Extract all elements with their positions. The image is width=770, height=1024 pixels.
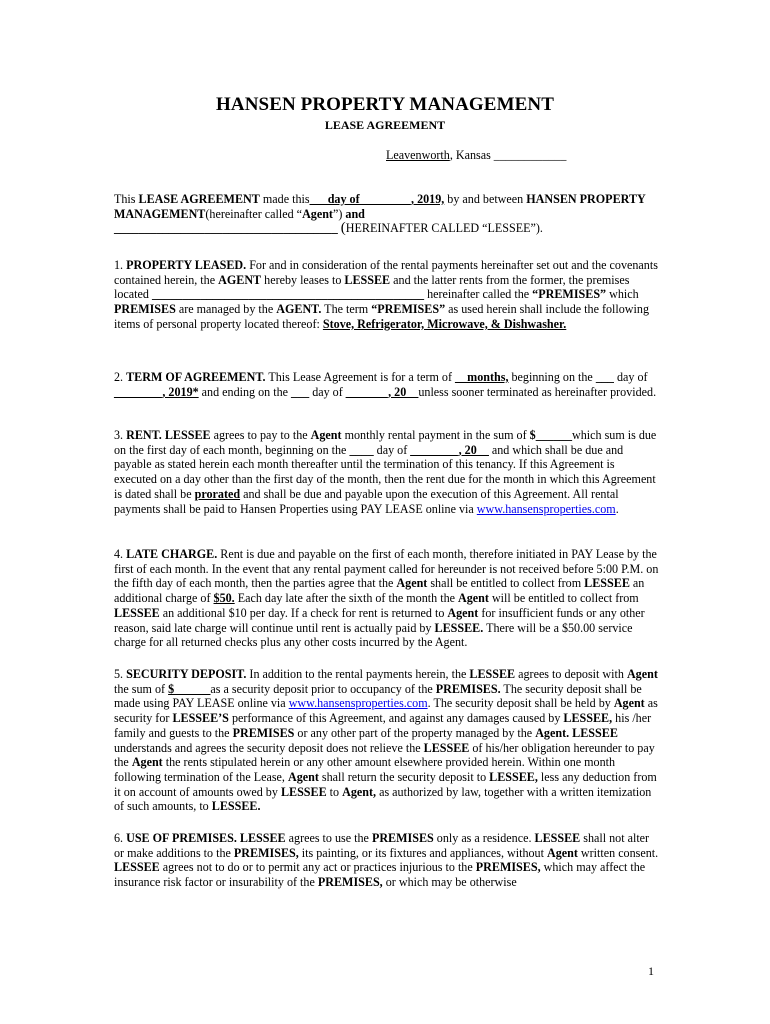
section-bold: “PREMISES”	[371, 302, 446, 317]
section-heading: LATE CHARGE.	[126, 547, 218, 561]
intro-text: This	[114, 192, 139, 206]
section-bold: PREMISES,	[317, 875, 383, 890]
hansens-properties-link[interactable]: www.hansensproperties.com	[476, 501, 616, 516]
premises-address-blank: _____________________________________________	[151, 287, 425, 302]
section-text: for insufficient funds or any other reason, said late charge will continue until rent is actually paid by	[114, 605, 645, 635]
section-text: shall return the security deposit to	[318, 769, 490, 784]
location-line	[386, 148, 566, 163]
day-blank: ___	[595, 370, 614, 384]
intro-bold-lease: LEASE AGREEMENT	[138, 192, 260, 206]
intro-text: (hereinafter called “	[205, 206, 303, 221]
section-number: 1.	[114, 258, 127, 272]
document-subtitle: LEASE AGREEMENT	[324, 118, 446, 132]
section-text: day of	[613, 370, 648, 384]
section-text: and shall be due and payable upon the execution of this Agreement. All rental payments shall be paid to Hansen Properties using PAY LEASE online via	[114, 486, 619, 516]
intro-text: ”)	[332, 206, 346, 221]
page-number: 1	[648, 964, 654, 978]
section-text: which may affect the insurance risk factor or insurability of the	[114, 860, 646, 890]
section-bold: LESSEE	[280, 784, 327, 799]
section-bold: LESSEE	[572, 725, 618, 740]
section-text: In addition to the rental payments herein, the	[246, 667, 470, 681]
section-text: which	[606, 287, 639, 302]
section-heading: RENT.	[126, 428, 162, 442]
section-text: beginning on the	[508, 370, 596, 384]
section-bold: LESSEE	[114, 860, 160, 875]
section-text: will be entitled to collect from	[488, 591, 639, 606]
section-bold: LESSEE	[423, 740, 470, 755]
section-bold: LESSEE’S	[172, 711, 229, 726]
hansens-properties-link[interactable]: www.hansensproperties.com	[288, 696, 428, 711]
start-date-blank: ________, 2019*	[114, 384, 199, 399]
location-state: , Kansas _	[449, 148, 500, 162]
section-bold: Agent	[458, 591, 489, 606]
section-bold: Agent	[447, 605, 479, 620]
section-text: The term	[321, 302, 372, 317]
section-bold: LESSEE	[344, 272, 391, 287]
section-term	[114, 370, 660, 399]
section-bold: Agent	[626, 667, 658, 681]
section-text: an additional $10 per day. If a check for rent is returned to	[159, 605, 448, 620]
intro-text: made this	[259, 192, 310, 206]
section-text: as security for	[114, 696, 658, 726]
section-text: Each day late after the sixth of the month the	[234, 591, 459, 606]
section-property-leased	[114, 258, 660, 332]
rent-start-blank: ________, 20__	[410, 442, 489, 457]
appliance-list: Stove, Refrigerator, Microwave, & Dishwasher.	[322, 316, 567, 331]
section-text: or which may be otherwise	[382, 875, 517, 890]
section-text: day of	[373, 442, 411, 457]
rent-amount-blank: $______	[529, 428, 572, 442]
section-bold: LESSEE	[469, 667, 516, 681]
section-bold: Agent	[613, 696, 645, 711]
section-text: shall be entitled to collect from	[427, 576, 585, 591]
section-text: . The security deposit shall be held by	[427, 696, 614, 711]
intro-date-blank: ___day of ________, 2019,	[309, 192, 445, 206]
section-bold: PREMISES	[371, 831, 434, 845]
intro-text: by and between	[444, 192, 527, 206]
section-bold: LESSEE.	[434, 620, 484, 635]
day-blank: ____	[349, 442, 374, 457]
section-heading: SECURITY DEPOSIT.	[126, 667, 247, 681]
intro-paragraph	[114, 192, 660, 236]
intro-and: and	[345, 206, 365, 221]
section-bold: AGENT	[218, 272, 262, 287]
section-text: agrees not to do or to permit any act or practices injurious to the	[159, 860, 476, 875]
section-text: agrees to use the	[285, 831, 372, 845]
section-heading: TERM OF AGREEMENT.	[126, 370, 266, 384]
section-bold: PREMISES,	[233, 845, 299, 860]
intro-company: HANSEN PROPERTY MANAGEMENT	[114, 192, 646, 221]
section-text: For and in consideration of the rental payments hereinafter set out and the covenants contained herein, the	[114, 258, 658, 287]
section-text: Rent is due and payable on the first of each month, therefore initiated in PAY Lease by the first of each month. In the event that any rental payment called for hereunder is not received before 5:00 P.M. on the fifth day of each month, then the parties agree that the	[114, 547, 659, 591]
section-bold: PREMISES	[114, 302, 176, 317]
section-bold: “PREMISES”	[532, 287, 607, 302]
section-text: or any other part of the property managed by the	[294, 725, 536, 740]
section-late-charge	[114, 547, 660, 650]
section-text: only as a residence.	[433, 831, 535, 845]
section-text: as a security deposit prior to occupancy of the	[210, 681, 436, 696]
section-text: written consent.	[577, 845, 659, 860]
lessee-name-blank: _____________________________________	[114, 221, 341, 236]
section-number: 5.	[114, 667, 127, 681]
page-title: HANSEN PROPERTY MANAGEMENT	[216, 94, 554, 115]
section-text: to	[326, 784, 343, 799]
prorated-term: prorated	[194, 486, 241, 501]
section-heading: PROPERTY LEASED.	[126, 258, 247, 272]
section-text: are managed by the	[175, 302, 277, 317]
section-security-deposit	[114, 667, 660, 814]
section-bold: LESSEE	[164, 428, 211, 442]
deposit-amount-blank: $______	[168, 681, 211, 696]
section-bold: LESSEE	[584, 576, 630, 591]
section-bold: PREMISES.	[435, 681, 501, 696]
section-heading: USE OF PREMISES.	[126, 831, 237, 845]
section-bold: PREMISES,	[475, 860, 541, 875]
section-bold: LESSEE	[114, 605, 160, 620]
section-rent	[114, 428, 660, 516]
section-number: 3.	[114, 428, 127, 442]
section-text: unless sooner terminated as hereinafter provided.	[418, 384, 657, 399]
end-date-blank: _______, 20__	[345, 384, 419, 399]
section-bold: LESSEE.	[211, 799, 261, 814]
intro-agent: Agent	[302, 206, 333, 221]
months-blank: __months,	[455, 370, 509, 384]
section-text: as authorized by law, together with a written itemization of such amounts, to	[114, 784, 652, 814]
section-text: agrees to pay to the	[210, 428, 311, 442]
section-text: hereinafter called the	[424, 287, 533, 302]
section-text: and ending on the	[198, 384, 292, 399]
section-text: an additional charge of	[114, 576, 645, 606]
intro-paren: (	[340, 220, 346, 237]
section-text: the rents stipulated herein or any other amount elsewhere provided herein. Within one month following termination of the Lease,	[114, 755, 616, 784]
section-text: agrees to deposit with	[515, 667, 627, 681]
section-text: less any deduction from it on account of amounts owed by	[114, 769, 657, 799]
section-bold: LESSEE,	[489, 769, 538, 784]
section-text: This Lease Agreement is for a term of	[265, 370, 456, 384]
section-text: its painting, or its fixtures and appliances, without	[298, 845, 547, 860]
section-text: understands and agrees the security deposit does not relieve the	[114, 740, 424, 755]
section-bold: Agent	[131, 755, 163, 770]
section-text: hereby leases to	[261, 272, 345, 287]
section-text: performance of this Agreement, and against any damages caused by	[228, 711, 564, 726]
section-text: .	[615, 501, 619, 516]
section-bold: Agent.	[535, 725, 570, 740]
section-text: the sum of	[114, 681, 169, 696]
section-text: of his/her obligation hereunder to pay the	[114, 740, 655, 770]
section-text: There will be a $50.00 service charge for all returned checks plus any other costs incurred by the Agent.	[114, 620, 633, 650]
section-bold: LESSEE	[534, 831, 581, 845]
section-use-of-premises	[114, 831, 660, 890]
location-city: Leavenworth	[386, 148, 450, 162]
section-bold: AGENT.	[276, 302, 322, 317]
section-number: 2.	[114, 370, 127, 384]
section-bold: PREMISES	[232, 725, 295, 740]
section-text: as used herein shall include the following items of personal property located thereof:	[114, 302, 649, 331]
section-text: which sum is due on the first day of each month, beginning on the	[114, 428, 657, 457]
intro-lessee-called: HEREINAFTER CALLED “LESSEE”).	[345, 221, 543, 236]
day-blank: ___	[291, 384, 310, 399]
section-text: The security deposit shall be made using PAY LEASE online via	[114, 681, 642, 711]
section-bold: Agent	[287, 769, 319, 784]
section-bold: Agent	[310, 428, 342, 442]
section-text: monthly rental payment in the sum of	[341, 428, 530, 442]
section-bold: Agent	[396, 576, 428, 591]
section-bold: Agent	[546, 845, 578, 860]
section-text: and which shall be due and payable as stated herein each month thereafter until the termination of this tenancy. If this Agreement is executed on a day other than the first day of the month, then the rent due for the month in which this Agreement is dated shall be	[114, 442, 656, 501]
section-text: day of	[309, 384, 346, 399]
section-bold: Agent,	[342, 784, 377, 799]
section-number: 6.	[114, 831, 127, 845]
section-text: his /her family and guests to the	[114, 711, 652, 740]
section-text: and the latter rents from the former, the premises located	[114, 272, 630, 302]
section-bold: LESSEE	[239, 831, 286, 845]
section-text: shall not alter or make additions to the	[114, 831, 650, 860]
section-bold: LESSEE,	[563, 711, 613, 726]
location-blank: ___________	[499, 148, 567, 162]
section-number: 4.	[114, 547, 127, 561]
late-charge-amount: $50.	[213, 591, 235, 606]
